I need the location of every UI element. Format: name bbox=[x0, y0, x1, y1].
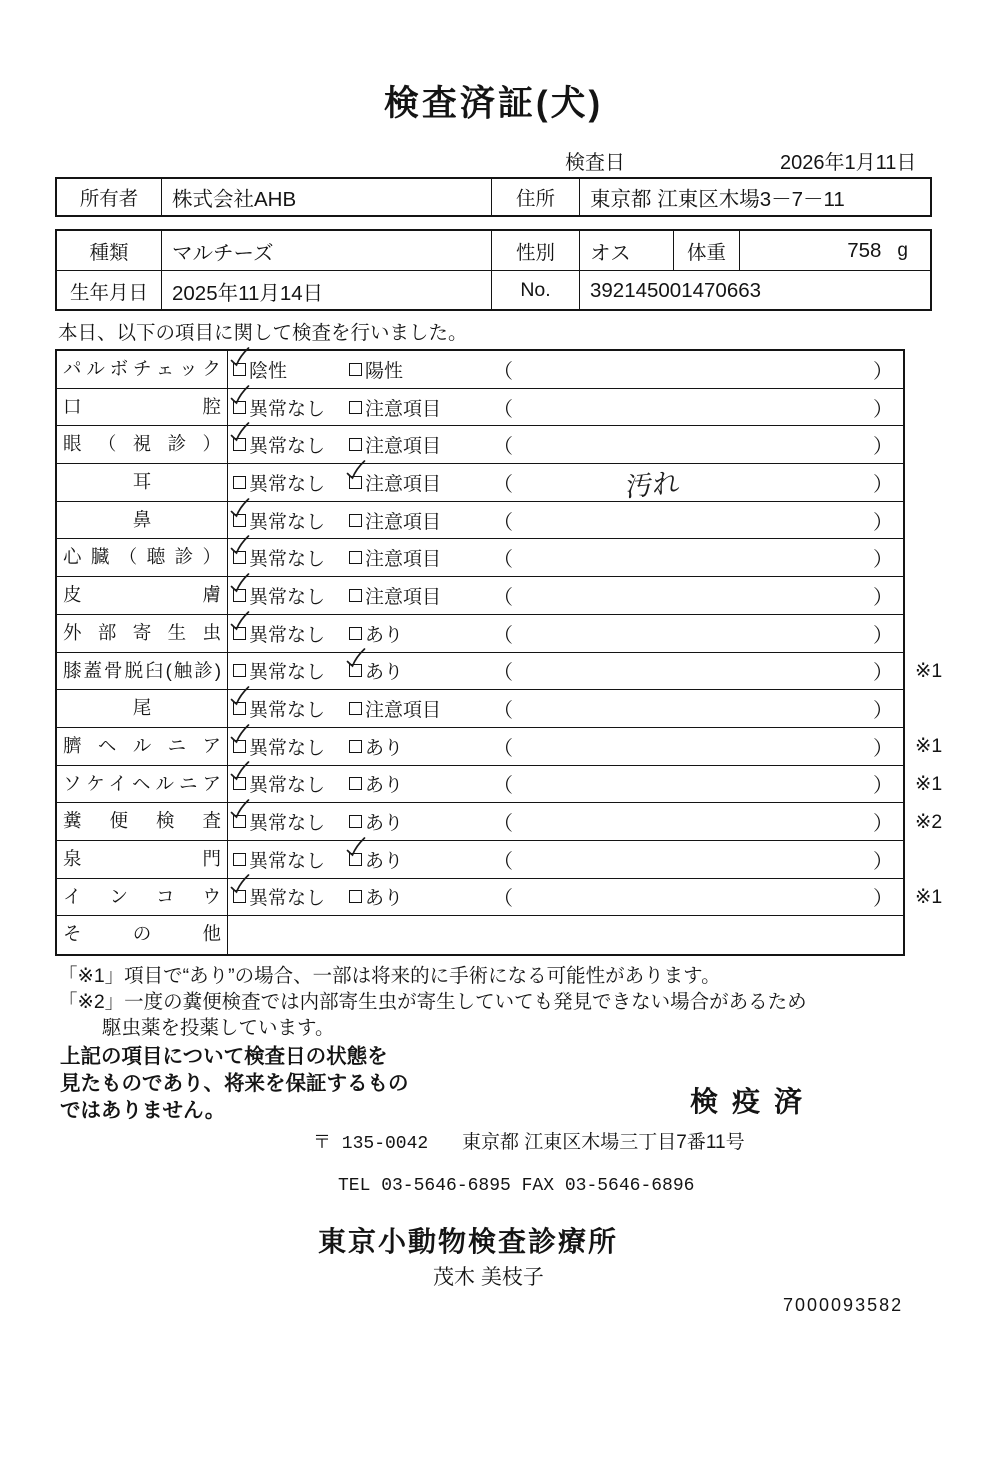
remarks-field bbox=[488, 803, 903, 840]
remarks-field bbox=[488, 690, 903, 727]
remarks-field bbox=[488, 879, 903, 916]
remarks-field bbox=[488, 351, 903, 388]
checkbox-group-1 bbox=[233, 507, 325, 534]
checkbox-group-2 bbox=[349, 544, 441, 571]
option-1-label: 異常なし bbox=[249, 549, 326, 571]
checkbox-icon bbox=[349, 815, 362, 828]
checkbox-icon bbox=[349, 740, 362, 753]
weight-value bbox=[739, 231, 930, 270]
checkbox-icon bbox=[349, 664, 362, 677]
inspection-row bbox=[57, 916, 903, 954]
remarks-field bbox=[488, 653, 903, 690]
pet-row-1 bbox=[57, 231, 930, 271]
option-1 bbox=[228, 389, 344, 426]
checkbox-icon bbox=[349, 514, 362, 527]
option-1-label: 陰性 bbox=[249, 360, 288, 382]
option-2-label: あり bbox=[365, 850, 404, 872]
disclaimer-line-2: 見たものであり、将来を保証するもの bbox=[60, 1072, 409, 1095]
open-paren: （ bbox=[493, 360, 513, 383]
checkbox-icon bbox=[233, 627, 246, 640]
checkbox-icon bbox=[349, 438, 362, 451]
owner-value: 株式会社AHB bbox=[161, 179, 491, 215]
open-paren: （ bbox=[493, 586, 513, 609]
inspection-item-label: 尾 bbox=[57, 690, 228, 727]
option-2-label: 注意項目 bbox=[365, 511, 442, 533]
inspection-row bbox=[57, 803, 943, 841]
sex-label: 性別 bbox=[491, 231, 579, 270]
inspection-row bbox=[57, 539, 903, 577]
open-paren: （ bbox=[493, 700, 513, 723]
remarks-field bbox=[488, 502, 903, 539]
checkbox-group-2 bbox=[349, 469, 441, 496]
checkbox-icon bbox=[233, 664, 246, 677]
footnote-2: 「※2」一度の糞便検査では内部寄生虫が寄生していても発見できない場合があるため bbox=[58, 991, 807, 1013]
inspection-item-label: 臍ヘルニア bbox=[57, 728, 228, 765]
inspection-item-label: 鼻 bbox=[57, 502, 228, 539]
inspection-row bbox=[57, 728, 943, 766]
inspection-row bbox=[57, 690, 903, 728]
close-paren: ） bbox=[873, 624, 893, 647]
option-1 bbox=[228, 502, 344, 539]
option-1 bbox=[228, 803, 344, 840]
checkbox-group-1 bbox=[233, 733, 325, 760]
option-1-label: 異常なし bbox=[249, 700, 326, 722]
handwritten-note: 汚れ bbox=[625, 467, 681, 503]
open-paren: （ bbox=[493, 775, 513, 798]
inspection-date-label: 検査日 bbox=[565, 152, 625, 174]
close-paren: ） bbox=[873, 549, 893, 572]
checkbox-icon bbox=[233, 476, 246, 489]
inspection-item-label: 心臓（聴診） bbox=[57, 539, 228, 576]
footnote-ref: ※1 bbox=[915, 659, 943, 682]
close-paren: ） bbox=[873, 398, 893, 421]
inspection-row bbox=[57, 502, 903, 540]
checkbox-icon bbox=[233, 740, 246, 753]
open-paren: （ bbox=[493, 662, 513, 685]
checkbox-group-1 bbox=[233, 846, 325, 873]
option-2-label: あり bbox=[365, 775, 404, 797]
option-1-label: 異常なし bbox=[249, 813, 326, 835]
option-2 bbox=[344, 841, 488, 878]
option-2 bbox=[344, 464, 488, 501]
checkbox-icon bbox=[233, 777, 246, 790]
option-2-label: 注意項目 bbox=[365, 436, 442, 458]
footnote-2-cont: 駆虫薬を投薬しています。 bbox=[102, 1017, 335, 1039]
checkbox-icon bbox=[349, 551, 362, 564]
option-1 bbox=[228, 577, 344, 614]
inspection-row bbox=[57, 615, 903, 653]
postal-code: 〒 135-0042 bbox=[313, 1134, 429, 1154]
disclaimer-line-3: ではありません。 bbox=[60, 1099, 226, 1122]
veterinarian-name: 茂木 美枝子 bbox=[433, 1266, 544, 1289]
option-1 bbox=[228, 539, 344, 576]
checkbox-group-2 bbox=[349, 507, 441, 534]
footnotes bbox=[58, 963, 807, 1041]
checkbox-group-1 bbox=[233, 469, 325, 496]
address-label: 住所 bbox=[491, 179, 579, 215]
inspection-row bbox=[57, 464, 903, 502]
checkbox-group-2 bbox=[349, 695, 441, 722]
clinic-address: 東京都 江東区木場三丁目7番11号 bbox=[462, 1132, 745, 1153]
checkbox-icon bbox=[349, 363, 362, 376]
pet-row-2 bbox=[57, 271, 930, 310]
checkbox-group-2 bbox=[349, 657, 403, 684]
checkbox-group-1 bbox=[233, 883, 325, 910]
remarks-field bbox=[488, 426, 903, 463]
option-2 bbox=[344, 389, 488, 426]
open-paren: （ bbox=[493, 624, 513, 647]
checkbox-group-1 bbox=[233, 770, 325, 797]
option-2-label: 注意項目 bbox=[365, 586, 442, 608]
checkbox-icon bbox=[233, 890, 246, 903]
birthdate-value: 2025年11月14日 bbox=[161, 271, 491, 310]
checkbox-icon bbox=[233, 363, 246, 376]
inspection-item-label: 外部寄生虫 bbox=[57, 615, 228, 652]
address-value: 東京都 江東区木場3－7－11 bbox=[579, 179, 930, 215]
checkbox-group-1 bbox=[233, 356, 287, 383]
close-paren: ） bbox=[873, 888, 893, 911]
owner-table bbox=[55, 177, 932, 217]
option-2-label: あり bbox=[365, 737, 404, 759]
option-1-label: 異常なし bbox=[249, 850, 326, 872]
checkbox-icon bbox=[233, 551, 246, 564]
checkbox-group-1 bbox=[233, 582, 325, 609]
checkbox-group-1 bbox=[233, 620, 325, 647]
remarks-field bbox=[488, 766, 903, 803]
remarks-field bbox=[488, 464, 903, 501]
weight-number: 758 bbox=[847, 238, 882, 262]
option-2 bbox=[344, 690, 488, 727]
open-paren: （ bbox=[493, 436, 513, 459]
option-1 bbox=[228, 351, 344, 388]
option-1-label: 異常なし bbox=[249, 398, 326, 420]
sex-value: オス bbox=[579, 231, 673, 270]
remarks-field bbox=[488, 577, 903, 614]
no-value: 392145001470663 bbox=[579, 271, 930, 310]
inspection-row bbox=[57, 653, 943, 691]
inspection-item-label: 糞便検査 bbox=[57, 803, 228, 840]
inspection-item-label: パルボチェック bbox=[57, 351, 228, 388]
checkbox-group-1 bbox=[233, 657, 325, 684]
inspection-item-label: その他 bbox=[57, 916, 228, 954]
option-2-label: 陽性 bbox=[365, 360, 404, 382]
option-1-label: 異常なし bbox=[249, 775, 326, 797]
inspection-item-label: インコウ bbox=[57, 879, 228, 916]
checkbox-icon bbox=[233, 853, 246, 866]
inspection-item-label: 口腔 bbox=[57, 389, 228, 426]
checkbox-icon bbox=[349, 853, 362, 866]
checkbox-icon bbox=[349, 589, 362, 602]
close-paren: ） bbox=[873, 511, 893, 534]
option-1 bbox=[228, 766, 344, 803]
option-1-label: 異常なし bbox=[249, 436, 326, 458]
remarks-field bbox=[488, 841, 903, 878]
weight-unit: g bbox=[897, 239, 908, 261]
inspection-date-value: 2026年1月11日 bbox=[780, 152, 917, 174]
option-1-label: 異常なし bbox=[249, 624, 326, 646]
checkbox-group-1 bbox=[233, 431, 325, 458]
option-2 bbox=[344, 615, 488, 652]
inspection-item-label: 泉門 bbox=[57, 841, 228, 878]
option-1-label: 異常なし bbox=[249, 737, 326, 759]
open-paren: （ bbox=[493, 888, 513, 911]
option-1 bbox=[228, 653, 344, 690]
inspection-row bbox=[57, 389, 903, 427]
option-1 bbox=[228, 690, 344, 727]
document-title: 検査済証(犬) bbox=[383, 84, 604, 123]
option-2 bbox=[344, 728, 488, 765]
checkbox-group-2 bbox=[349, 770, 403, 797]
checkbox-group-2 bbox=[349, 733, 403, 760]
checkbox-group-2 bbox=[349, 846, 403, 873]
breed-label: 種類 bbox=[89, 241, 129, 264]
option-2 bbox=[344, 539, 488, 576]
option-2 bbox=[344, 766, 488, 803]
inspection-row bbox=[57, 351, 903, 389]
close-paren: ） bbox=[873, 473, 893, 496]
owner-label: 所有者 bbox=[79, 188, 139, 210]
checkbox-group-2 bbox=[349, 620, 403, 647]
remarks-field bbox=[488, 389, 903, 426]
checkbox-icon bbox=[349, 702, 362, 715]
open-paren: （ bbox=[493, 813, 513, 836]
inspection-row bbox=[57, 766, 943, 804]
checkbox-icon bbox=[233, 514, 246, 527]
birthdate-label: 生年月日 bbox=[69, 281, 148, 304]
open-paren: （ bbox=[493, 398, 513, 421]
disclaimer bbox=[60, 1043, 409, 1124]
remarks-field bbox=[488, 728, 903, 765]
checkbox-group-1 bbox=[233, 808, 325, 835]
option-2-label: 注意項目 bbox=[365, 549, 442, 571]
inspection-table bbox=[55, 349, 943, 956]
checkbox-group-2 bbox=[349, 883, 403, 910]
checkbox-icon bbox=[233, 438, 246, 451]
option-2-label: 注意項目 bbox=[365, 700, 442, 722]
checkbox-group-2 bbox=[349, 431, 441, 458]
close-paren: ） bbox=[873, 700, 893, 723]
checkbox-icon bbox=[349, 890, 362, 903]
option-2 bbox=[344, 577, 488, 614]
remarks-field bbox=[488, 539, 903, 576]
open-paren: （ bbox=[493, 850, 513, 873]
checkbox-group-2 bbox=[349, 582, 441, 609]
open-paren: （ bbox=[493, 549, 513, 572]
inspection-item-label: 耳 bbox=[57, 464, 228, 501]
open-paren: （ bbox=[493, 511, 513, 534]
option-2 bbox=[344, 426, 488, 463]
option-2 bbox=[344, 879, 488, 916]
inspection-row bbox=[57, 577, 903, 615]
close-paren: ） bbox=[873, 662, 893, 685]
option-1 bbox=[228, 426, 344, 463]
footnote-ref: ※2 bbox=[915, 810, 943, 833]
option-2-label: 注意項目 bbox=[365, 473, 442, 495]
inspection-item-label: 皮膚 bbox=[57, 577, 228, 614]
clinic-name: 東京小動物検査診療所 bbox=[318, 1226, 619, 1257]
quarantine-stamp: 検疫済 bbox=[690, 1086, 817, 1117]
option-2-label: あり bbox=[365, 662, 404, 684]
open-paren: （ bbox=[493, 473, 513, 496]
option-2 bbox=[344, 502, 488, 539]
checkbox-group-2 bbox=[349, 808, 403, 835]
footnote-ref: ※1 bbox=[915, 735, 943, 758]
checkbox-group-2 bbox=[349, 356, 403, 383]
checkbox-group-1 bbox=[233, 394, 325, 421]
breed-value: マルチーズ bbox=[161, 231, 491, 270]
inspection-row bbox=[57, 879, 943, 917]
option-2-label: 注意項目 bbox=[365, 398, 442, 420]
checkbox-group-1 bbox=[233, 544, 325, 571]
open-paren: （ bbox=[493, 737, 513, 760]
footnote-ref: ※1 bbox=[915, 772, 943, 795]
checkbox-icon bbox=[233, 702, 246, 715]
option-2 bbox=[344, 803, 488, 840]
inspection-row bbox=[57, 841, 903, 879]
option-2 bbox=[344, 653, 488, 690]
no-label: No. bbox=[491, 271, 579, 310]
option-1 bbox=[228, 841, 344, 878]
tel-fax: TEL 03-5646-6895 FAX 03-5646-6896 bbox=[338, 1176, 695, 1196]
inspection-item-label: 膝蓋骨脱臼(触診) bbox=[57, 653, 228, 690]
weight-label: 体重 bbox=[673, 231, 739, 270]
pet-table bbox=[55, 229, 932, 311]
footnote-1: 「※1」項目で“あり”の場合、一部は将来的に手術になる可能性があります。 bbox=[58, 965, 721, 987]
checkbox-icon bbox=[233, 401, 246, 414]
inspection-item-label: ソケイヘルニア bbox=[57, 766, 228, 803]
disclaimer-line-1: 上記の項目について検査日の状態を bbox=[60, 1045, 388, 1068]
option-2 bbox=[344, 351, 488, 388]
close-paren: ） bbox=[873, 360, 893, 383]
inspection-item-label: 眼（視診） bbox=[57, 426, 228, 463]
checkbox-icon bbox=[349, 777, 362, 790]
option-1-label: 異常なし bbox=[249, 473, 326, 495]
serial-number: 7000093582 bbox=[783, 1295, 904, 1315]
option-1 bbox=[228, 615, 344, 652]
option-1-label: 異常なし bbox=[249, 888, 326, 910]
option-1 bbox=[228, 879, 344, 916]
checkbox-icon bbox=[349, 401, 362, 414]
checkbox-group-1 bbox=[233, 695, 325, 722]
checkbox-group-2 bbox=[349, 394, 441, 421]
close-paren: ） bbox=[873, 737, 893, 760]
option-1-label: 異常なし bbox=[249, 511, 326, 533]
checkbox-icon bbox=[349, 476, 362, 489]
remarks-field bbox=[488, 615, 903, 652]
option-2-label: あり bbox=[365, 813, 404, 835]
close-paren: ） bbox=[873, 813, 893, 836]
footnote-ref: ※1 bbox=[915, 885, 943, 908]
option-1 bbox=[228, 464, 344, 501]
option-1 bbox=[228, 728, 344, 765]
intro-text: 本日、以下の項目に関して検査を行いました。 bbox=[58, 322, 468, 344]
checkbox-icon bbox=[233, 589, 246, 602]
checkbox-icon bbox=[233, 815, 246, 828]
option-1-label: 異常なし bbox=[249, 662, 326, 684]
close-paren: ） bbox=[873, 586, 893, 609]
checkbox-icon bbox=[349, 627, 362, 640]
close-paren: ） bbox=[873, 436, 893, 459]
option-2-label: あり bbox=[365, 888, 404, 910]
close-paren: ） bbox=[873, 850, 893, 873]
option-1-label: 異常なし bbox=[249, 586, 326, 608]
close-paren: ） bbox=[873, 775, 893, 798]
option-2-label: あり bbox=[365, 624, 404, 646]
